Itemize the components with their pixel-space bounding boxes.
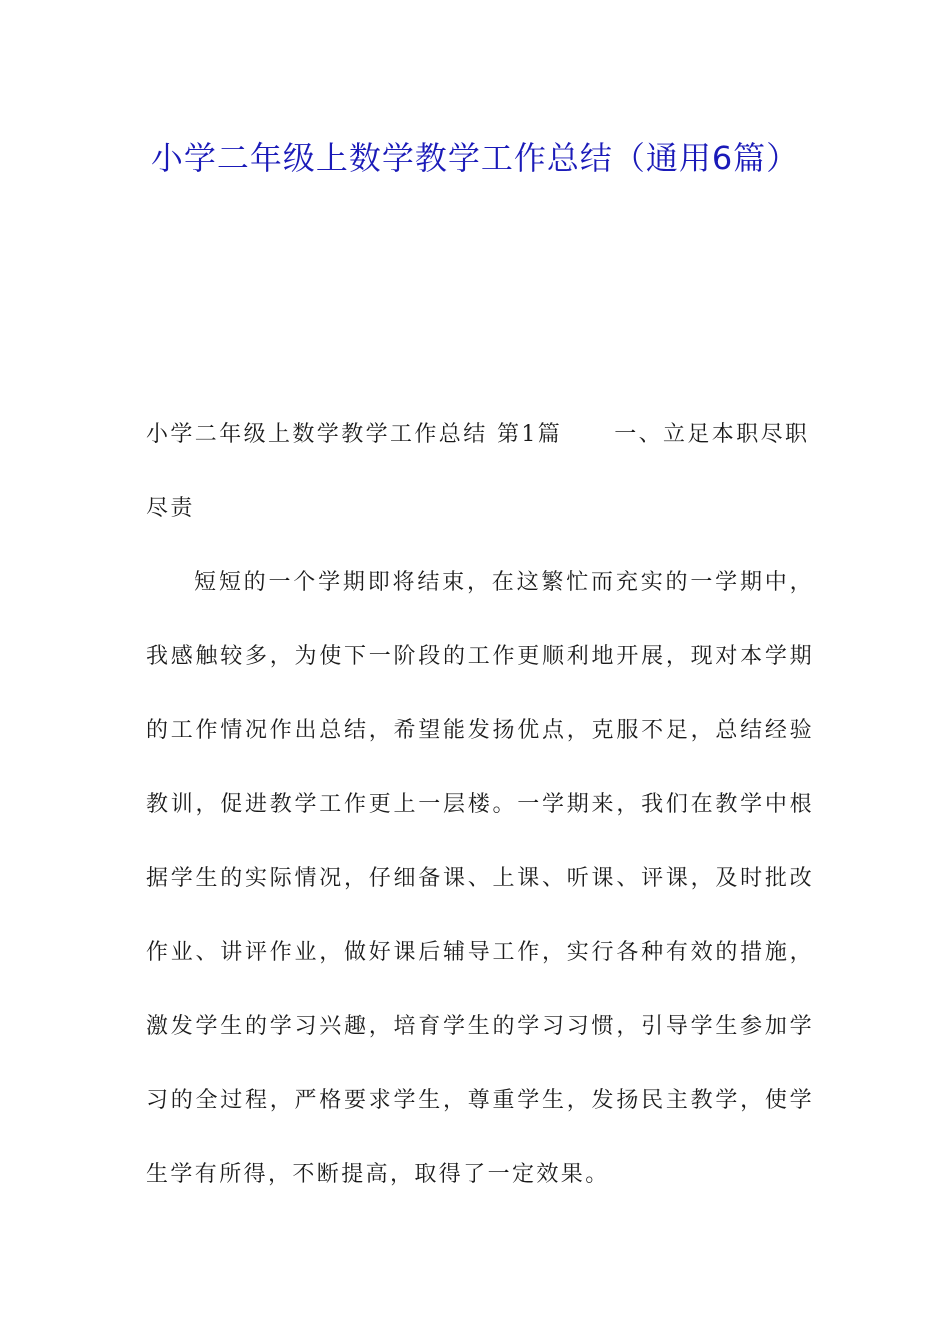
section-heading: 小学二年级上数学教学工作总结 第1篇 bbox=[146, 422, 563, 447]
document-title: 小学二年级上数学教学工作总结（通用6篇） bbox=[150, 139, 800, 177]
section-subheading: 一、立足本职尽职尽责 bbox=[146, 422, 810, 521]
section-paragraph: 短短的一个学期即将结束，在这繁忙而充实的一学期中，我感触较多，为使下一阶段的工作更顺利地开展，现对本学期的工作情况作出总结，希望能发扬优点，克服不足，总结经验教训，促进教学工作更上一层楼。一学期来，我们在教学中根据学生的实际情况，仔细备课、上课、听课、评课，及时批改作业、讲评作业，做好课后辅导工作，实行各种有效的措施，激发学生的学习兴趣，培育学生的学习习惯，引导学生参加学习的全过程，严格要求学生，尊重学生，发扬民主教学，使学生学有所得，不断提高，取得了一定效果。 bbox=[146, 570, 814, 1187]
section-heading-block bbox=[146, 398, 814, 546]
